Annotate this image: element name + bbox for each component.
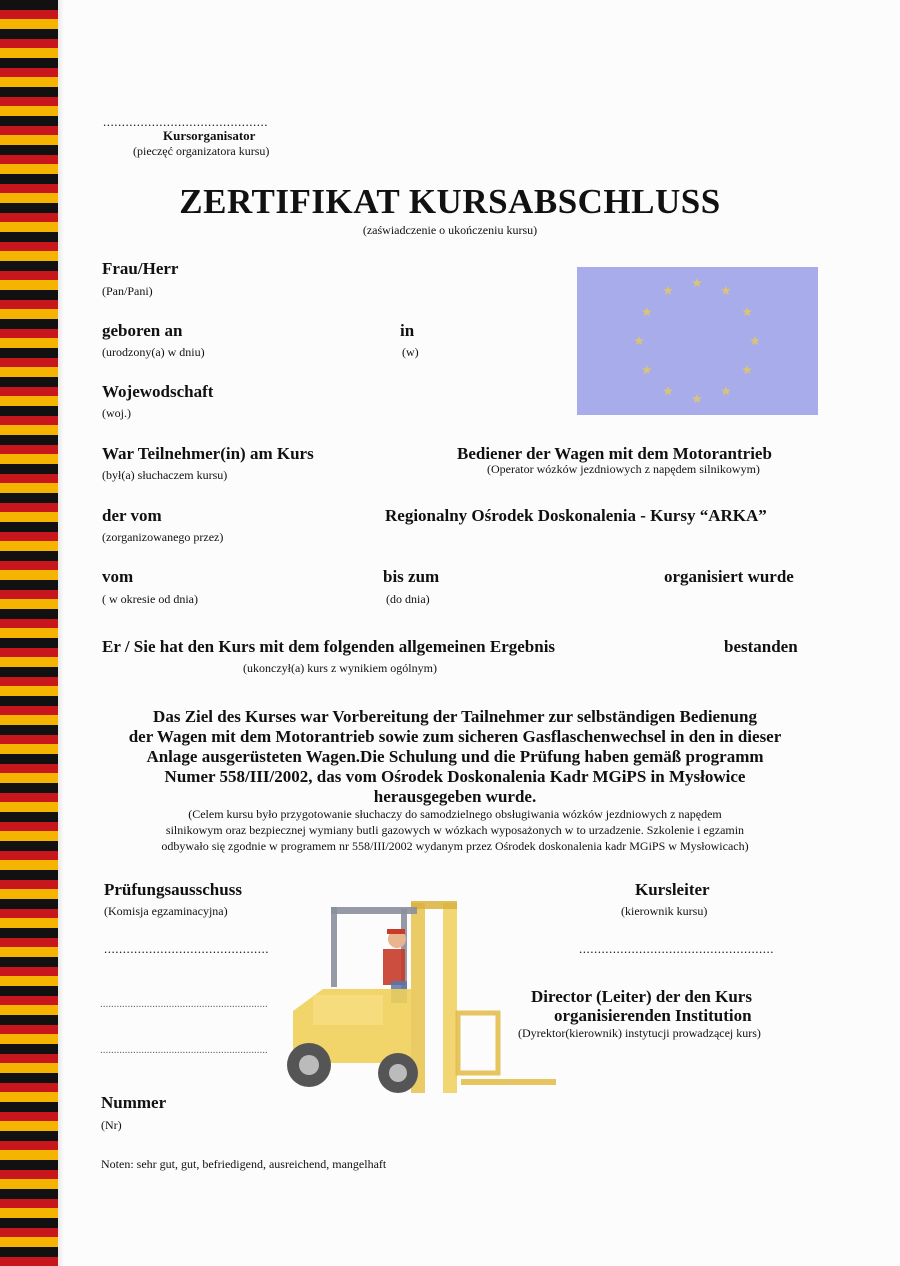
director-label-2: organisierenden Institution: [554, 1006, 752, 1025]
forklift-icon: [283, 893, 563, 1108]
page-title-pl: (zaświadczenie o ukończeniu kursu): [362, 223, 538, 237]
leader-label-pl: (kierownik kursu): [621, 904, 708, 918]
teilnehmer-label-pl: (był(a) słuchaczem kursu): [102, 468, 228, 482]
der-vom-label: der vom: [102, 506, 162, 525]
eu-star-icon: [642, 365, 652, 374]
organizer-dots: ............................................: [103, 114, 268, 129]
commission-label: Prüfungsausschuss: [104, 880, 242, 899]
organizer-label: Kursorganisator: [163, 128, 256, 143]
director-label-pl: (Dyrektor(kierownik) instytucji prowadzącej kurs): [518, 1026, 761, 1040]
bis-zum-label: bis zum: [383, 567, 440, 586]
ergebnis-label: Er / Sie hat den Kurs mit dem folgenden allgemeinen Ergebnis: [102, 637, 556, 656]
commission-signature-dots: ............................................: [104, 941, 269, 956]
frau-herr-label-pl: (Pan/Pani): [102, 284, 153, 298]
eu-star-icon: [743, 365, 753, 374]
purpose-line: der Wagen mit dem Motorantrieb sowie zum sicheren Gasflaschenwechsel in den in dieser: [128, 727, 782, 746]
signature-dots-2: .............................................................: [100, 998, 268, 1010]
bediener-label: Bediener der Wagen mit dem Motorantrieb: [457, 444, 772, 463]
ergebnis-label-pl: (ukonczył(a) kurs z wynikiem ogólnym): [243, 661, 437, 675]
geboren-label-pl: (urodzony(a) w dniu): [102, 345, 205, 359]
eu-flag: [577, 267, 818, 415]
eu-star-icon: [750, 336, 760, 345]
grades-note: Noten: sehr gut, gut, befriedigend, ausreichend, mangelhaft: [101, 1157, 387, 1171]
page-title: ZERTIFIKAT KURSABSCHLUSS: [179, 182, 721, 221]
signature-dots-3: .............................................................: [100, 1044, 268, 1056]
purpose-paragraph-pl: [90, 806, 820, 854]
der-vom-label-pl: (zorganizowanego przez): [102, 530, 224, 544]
vom-label-pl: ( w okresie od dnia): [102, 592, 198, 606]
eu-star-icon: [642, 307, 652, 316]
director-label-1: Director (Leiter) der den Kurs: [531, 987, 752, 1006]
bediener-label-pl: (Operator wózków jezdniowych z napędem silnikowym): [487, 462, 760, 476]
leader-label: Kursleiter: [635, 880, 710, 899]
in-label: in: [400, 321, 415, 340]
purpose-line: Anlage ausgerüsteten Wagen.Die Schulung und die Prüfung haben gemäß programm: [146, 747, 764, 766]
vom-label: vom: [102, 567, 134, 586]
institution-name: Regionalny Ośrodek Doskonalenia - Kursy “ARKA”: [385, 506, 767, 525]
purpose-line-pl: (Celem kursu było przygotowanie słuchaczy do samodzielnego obsługiwania wózków jezdniowych z napędem: [188, 807, 722, 821]
commission-label-pl: (Komisja egzaminacyjna): [104, 904, 228, 918]
bis-zum-label-pl: (do dnia): [386, 592, 430, 606]
eu-star-icon: [663, 286, 673, 295]
eu-star-icon: [721, 386, 731, 395]
in-label-pl: (w): [402, 345, 419, 359]
leader-signature-dots: ....................................................: [579, 941, 774, 956]
eu-star-icon: [692, 278, 702, 287]
eu-star-icon: [721, 286, 731, 295]
nummer-label: Nummer: [101, 1093, 167, 1112]
eu-star-icon: [634, 336, 644, 345]
purpose-line: Numer 558/III/2002, das vom Ośrodek Doskonalenia Kadr MGiPS in Mysłowice: [164, 767, 746, 786]
woj-label: Wojewodschaft: [102, 382, 214, 401]
organisiert-label: organisiert wurde: [664, 567, 794, 586]
organizer-label-pl: (pieczęć organizatora kursu): [133, 144, 270, 158]
eu-star-icon: [663, 386, 673, 395]
bestanden-label: bestanden: [724, 637, 798, 656]
geboren-label: geboren an: [102, 321, 183, 340]
purpose-line: Das Ziel des Kurses war Vorbereitung der Tailnehmer zur selbständigen Bedienung: [153, 707, 757, 726]
purpose-line: herausgegeben wurde.: [373, 787, 537, 806]
teilnehmer-label: War Teilnehmer(in) am Kurs: [102, 444, 314, 463]
frau-herr-label: Frau/Herr: [102, 259, 179, 278]
purpose-line-pl: silnikowym oraz bezpiecznej wymiany butli gazowych w wózkach wyposażonych w to urzadzenie. Szkolenie i egzamin: [165, 823, 745, 837]
nummer-label-pl: (Nr): [101, 1118, 122, 1132]
purpose-line-pl: odbywało się zgodnie w programem nr 558/III/2002 wydanym przez Ośrodek doskonalenia kadr MGiPS w Mysłowicach): [161, 839, 749, 853]
eu-stars-icon: [577, 267, 818, 415]
eu-star-icon: [743, 307, 753, 316]
eu-star-icon: [692, 394, 702, 403]
purpose-paragraph: [90, 707, 820, 807]
woj-label-pl: (woj.): [102, 406, 131, 420]
